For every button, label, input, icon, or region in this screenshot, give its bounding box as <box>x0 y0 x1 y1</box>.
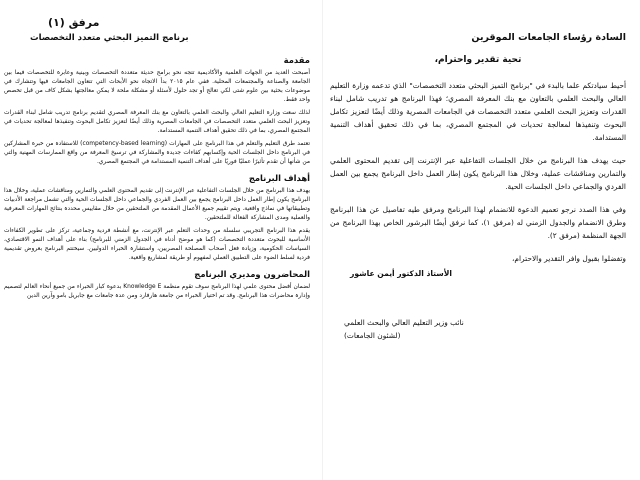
section-title: أهداف البرنامج <box>248 173 310 183</box>
section-title: مقدمة <box>283 55 310 65</box>
annex-paragraph: تعتمد طرق التعليم والتعلم في هذا البرنامج على المهارات (competency-based learning) للاستفادة من خبرة المشاركين في البرنامج داخل الجلسات الحية وإكسابهم كفاءات جديدة والمشاركة في ترسيخ المعرفة من واقع الممارسات المهنية والتي من شأنها أن تقدم تأثيرًا عمليًا فوريًا على أهداف التنمية المستدامة في المجتمع المصري. <box>4 141 310 165</box>
signer-subtitle: (لشئون الجامعات) <box>344 331 401 340</box>
letter-page <box>322 0 640 480</box>
greeting: تحية تقدير واحترام، <box>434 55 522 65</box>
annex-paragraph: يهدف هذا البرنامج من خلال الجلسات التفاعلية عبر الإنترنت إلى تقديم المحتوى العلمي والتمارين ومناقشات عملية، وخلال هذا البرنامج يكون إطار العمل داخل البرنامج يجمع بين العمل الفردي والجماعي داخل الجلسات الحية والتي تشمل مراجعة الأدبيات وتطبيقاتها في نماذج واقعية. ويتم تقييم جميع الأعمال المقدمة من الملتحقين من خلال مقاييس محددة بنتائج المهارات المعرفية والعملية ومدى المشاركة الفعالة للملتحقين. <box>4 188 310 221</box>
letter-paragraph: أحيط سيادتكم علما بالبدء في "برنامج التميز البحثي متعدد التخصصات" الذي تدعمه وزارة التعليم العالي والبحث العلمي بالتعاون مع بنك المعرفة المصري؛ فهذا البرنامج هو تدريب شامل لبناء القدرات وتعزيز البحث العلمي متعدد التخصصات في الجامعات المصرية وذلك أيضًا لتعزيز تكامل البحوث وتنفيذها لمعالجة تحديات في المجتمع المصري، بما في ذلك تحقيق أهداف التنمية المستدامة. <box>330 81 626 142</box>
closing-line: وتفضلوا بقبول وافر التقدير والاحترام، <box>512 254 626 263</box>
annex-paragraph: لضمان أفضل محتوى علمي لهذا البرنامج سوف تقوم منظمة Knowledge E بدعوة كبار الخبراء من جميع أنحاء العالم لتصميم وإدارة محاضرات هذا البرنامج. وقد تم اختيار الخبراء من جامعة هارفارد ومن عدة جامعات مع جابريل بامو وآرين الدين <box>4 284 310 299</box>
page-gutter <box>322 0 323 480</box>
annex-paragraph: لذلك سعت وزارة التعليم العالي والبحث العلمي بالتعاون مع بنك المعرفة المصري لتقديم برنامج تدريب شامل لبناء القدرات وتعزيز البحث العلمي متعدد التخصصات في الجامعات المصرية وذلك أيضًا لتعزيز تكامل البحوث وتنفيذها لمعالجة تحديات في المجتمع المصري، بما في ذلك تحقيق أهداف التنمية المستدامة. <box>4 110 310 134</box>
letter-paragraph: وفي هذا الصدد نرجو تعميم الدعوة للانضمام لهذا البرنامج ومرفق طيه تفاصيل عن هذا البرنامج وطرق الانضمام والجدول الزمني له (مرفق ١)، كما نرفق أيضًا البرشور الخاص بهذا البرنامج من الجهة المنظمة (مرفق ٢). <box>330 205 626 240</box>
salutation: السادة رؤساء الجامعات الموقرين <box>471 32 626 43</box>
annex-paragraph: أصبحت العديد من الجهات العلمية والأكاديمية تتجه نحو برامج حديثة متعددة التخصصات وبينية وعابرة للتخصصات فيما بين الجامعة والصناعة والمجتمعات المحلية. ففي عام ٢٠١٥ بدأ الاتجاه نحو الأبحاث التي تتعاون الجامعات فيها وتتشارك في موضوعات بحثية بين علوم شتى لكي تعالج أو تجد حلول لأسئلة أو مشكلة ملحة لا يمكن معالجتها بشكل كاف من قبل تخصص واحد فقط. <box>4 70 310 103</box>
annex-label: مرفق (١) <box>48 16 100 29</box>
signer-title: نائب وزير التعليم العالي والبحث العلمي <box>344 318 464 327</box>
letter-paragraph: حيث يهدف هذا البرنامج من خلال الجلسات التفاعلية عبر الإنترنت إلى تقديم المحتوى العلمي والتمارين ومناقشات عملية، وخلال هذا البرنامج يكون إطار العمل داخل البرنامج يجمع بين العمل الفردي والجماعي داخل الجلسات الحية. <box>330 156 626 191</box>
annex-paragraph: يقدم هذا البرنامج التجريبي سلسلة من وحدات التعلم عبر الإنترنت، مع أنشطة فردية وجماعية، تركز على تطوير الكفاءات الأساسية للبحوث متعددة التخصصات (كما هو موضح أدناه في الجدول الزمني للبرنامج) بناء على أهداف النمو الاقتصادي، السياسات الحكومية، وزيادة فعل أصحاب المصلحة المصريين، واستشارة الخبراء الدوليين. سيختتم البرنامج بعروض تقديمية فردية لسلط الضوء على التطبيق العملي لمفهوم أو طريقة لمشاريع واقعية. <box>4 228 310 261</box>
signer-name: الأستاذ الدكتور أيمن عاشور <box>350 269 453 278</box>
annex-title: برنامج التميز البحثي متعدد التخصصات <box>30 33 189 43</box>
section-title: المحاضرون ومديري البرنامج <box>194 269 310 279</box>
